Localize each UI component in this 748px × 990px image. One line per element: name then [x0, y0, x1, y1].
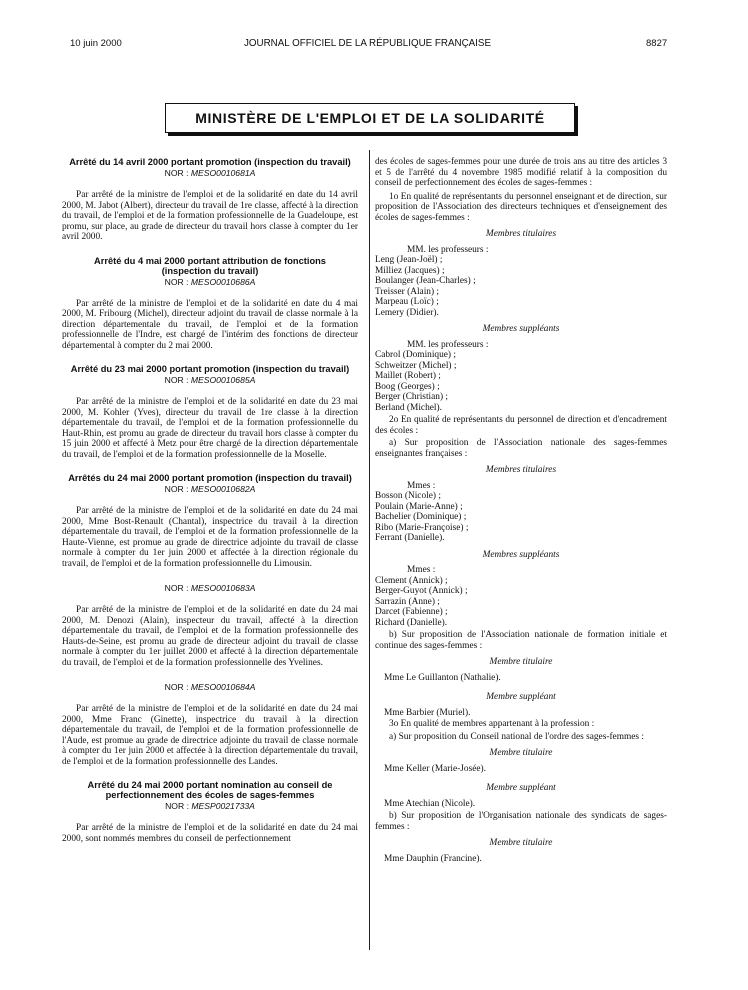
column-divider: [369, 150, 370, 950]
right-column: [375, 150, 667, 864]
member-name: Marpeau (Loïc) ;: [375, 297, 439, 307]
nor-label: NOR :: [164, 484, 189, 494]
ministry-heading: MINISTÈRE DE L'EMPLOI ET DE LA SOLIDARITÉ: [165, 103, 575, 133]
member-name: Mme Atechian (Nicole).: [384, 798, 476, 809]
arrete-body: Par arrêté de la ministre de l'emploi et de la solidarité en date du 23 mai 2000, M. Kohler (Yves), directeur du travail de 1re classe à la direction départementale du travail, de l'emploi et de la formation professionnelle du Haut-Rhin, est promu au grade de directeur du travail hors classe à compter du 15 juin 2000 et affecté à Metz pour être chargé de la direction départementale du travail, de l'emploi et de la formation professionnelle de la Moselle.: [62, 397, 358, 460]
arrete-body: Par arrêté de la ministre de l'emploi et de la solidarité en date du 14 avril 2000, M. Jabot (Albert), directeur du travail de 1re classe, affecté à la direction du travail, de l'emploi et de la formation professionnelle de la Guadeloupe, est promu, sur place, au grade de directeur du travail hors classe à compter du 1er avril 2000.: [62, 190, 358, 242]
nor-code: MESO0010681A: [190, 168, 256, 178]
nor-reference: [62, 583, 358, 594]
member-name: Mme Keller (Marie-Josée).: [384, 763, 486, 774]
member-name: Leng (Jean-Joël) ;: [375, 255, 443, 265]
section-2b: b) Sur proposition de l'Association nationale de formation initiale et continue des sages-femmes :: [375, 630, 667, 651]
nor-label: NOR :: [164, 682, 189, 692]
member-name: Ferrant (Danielle).: [375, 533, 445, 543]
member-name: Boulanger (Jean-Charles) ;: [375, 276, 476, 286]
member-name: Richard (Danielle).: [375, 617, 448, 628]
nor-code: MESO0010686A: [190, 276, 256, 287]
arrete-body: Par arrêté de la ministre de l'emploi et de la solidarité en date du 4 mai 2000, M. Fribourg (Michel), directeur adjoint du travail de classe normale à la direction départementale du travail, de l'emploi et de la formation professionnelle de l'Indre, est chargé de l'intérim des fonctions de directeur départemental à compter du 2 mai 2000.: [62, 298, 358, 351]
member-name: Schweitzer (Michel) ;: [375, 360, 457, 371]
member-name: Mme Dauphin (Francine).: [384, 853, 482, 864]
caption-titulaire: Membre titulaire: [489, 657, 553, 667]
journal-title: JOURNAL OFFICIEL DE LA RÉPUBLIQUE FRANÇAISE: [244, 38, 491, 49]
nor-code: MESO0010683A: [190, 583, 256, 593]
section-2: 2o En qualité de représentants du personnel de direction et d'encadrement des écoles :: [375, 415, 667, 436]
nor-code: MESO0010682A: [190, 484, 256, 494]
member-name: Treisser (Alain) ;: [375, 286, 440, 297]
section-2a: a) Sur proposition de l'Association nationale des sages-femmes enseignantes françaises :: [375, 438, 667, 459]
nor-label: NOR :: [164, 276, 189, 287]
member-name: Mme Barbier (Muriel).: [384, 707, 471, 718]
member-name: Boog (Georges) ;: [375, 381, 440, 392]
arrete-body: Par arrêté de la ministre de l'emploi et de la solidarité en date du 24 mai 2000, M. Denozi (Alain), inspecteur du travail, affecté à la direction départementale du travail, de l'emploi et de la formation professionnelle des Hauts-de-Seine, est promu au grade de directeur adjoint du travail de classe normale à compter du 1er juillet 2000 et affecté à la direction départementale du travail, de l'emploi et de la formation professionnelle des Yvelines.: [62, 605, 358, 668]
nor-reference: [62, 682, 358, 693]
titulaires-list-1: [375, 255, 667, 318]
section-1: 1o En qualité de représentants du personnel enseignant et de direction, sur proposition de l'Association des directeurs techniques et d'enseignement des écoles de sages-femmes :: [375, 191, 667, 223]
mmes-label: Mmes :: [407, 565, 436, 575]
mm-professeurs: MM. les professeurs :: [407, 339, 489, 350]
caption-titulaires: Membres titulaires: [485, 229, 557, 239]
section-3: 3o En qualité de membres appartenant à la profession :: [389, 719, 595, 729]
nor-label: NOR :: [164, 583, 189, 593]
mm-professeurs: MM. les professeurs :: [407, 244, 489, 255]
caption-suppleant: Membre suppléant: [486, 692, 556, 702]
arrete-body: Par arrêté de la ministre de l'emploi et de la solidarité en date du 24 mai 2000, Mme Bost-Renault (Chantal), inspectrice du travail à la direction départementale du travail, de l'emploi et de la formation professionnelle de la Haute-Vienne, est promue au grade de directrice adjointe du travail de classe normale à compter du 1er juin 2000 et affectée à la direction régionale du travail, de l'emploi et de la formation professionnelle du Limousin.: [62, 506, 358, 569]
member-name: Milliez (Jacques) ;: [375, 265, 445, 276]
nor-reference: [62, 484, 358, 495]
arrete-title: Arrêté du 23 mai 2000 portant promotion (inspection du travail): [70, 364, 350, 374]
member-name: Sarrazin (Anne) ;: [375, 596, 440, 607]
member-name: Mme Le Guillanton (Nathalie).: [384, 672, 501, 683]
arrete-body: Par arrêté de la ministre de l'emploi et de la solidarité en date du 24 mai 2000, sont nommés membres du conseil de perfectionnement: [62, 823, 358, 844]
arrete-title: Arrêté du 4 mai 2000 portant attribution de fonctions (inspection du travail): [94, 255, 326, 276]
nor-reference: [62, 168, 358, 179]
nor-label: NOR :: [164, 375, 189, 385]
member-name: Bosson (Nicole) ;: [375, 491, 441, 501]
nor-label: NOR :: [165, 801, 189, 811]
member-name: Bachelier (Dominique) ;: [375, 512, 467, 522]
left-column: [62, 150, 358, 844]
nor-code: MESO0010684A: [190, 682, 256, 692]
member-name: Darcet (Fabienne) ;: [375, 607, 448, 617]
nor-reference: [62, 277, 358, 288]
member-name: Clement (Annick) ;: [375, 575, 448, 586]
caption-titulaires: Membres titulaires: [485, 465, 557, 475]
continued-paragraph: des écoles de sages-femmes pour une durée de trois ans au titre des articles 3 et 5 de l'arrêté du 4 novembre 1985 modifié relatif à la composition du conseil de perfectionnement des écoles de sages-femmes :: [375, 157, 667, 188]
suppleants-list-1: [375, 350, 667, 413]
member-name: Maillet (Robert) ;: [375, 371, 441, 381]
member-name: Berger-Guyot (Annick) ;: [375, 586, 468, 596]
caption-titulaire: Membre titulaire: [489, 838, 553, 848]
page-number: 8827: [646, 38, 668, 49]
section-3a: a) Sur proposition du Conseil national de l'ordre des sages-femmes :: [389, 731, 644, 742]
section-3b: b) Sur proposition de l'Organisation nationale des syndicats de sages-femmes :: [375, 811, 667, 832]
member-name: Poulain (Marie-Anne) ;: [375, 501, 463, 512]
suppleants-list-2: [375, 576, 667, 629]
member-name: Cabrol (Dominique) ;: [375, 350, 456, 360]
nor-code: MESP0021733A: [191, 801, 255, 811]
nor-label: NOR :: [164, 168, 189, 178]
titulaires-list-2: [375, 491, 667, 544]
member-name: Berland (Michel).: [375, 402, 442, 413]
nor-reference: [62, 801, 358, 812]
nor-reference: [62, 375, 358, 386]
arrete-title: Arrêté du 14 avril 2000 portant promotion (inspection du travail): [69, 157, 351, 167]
member-name: Berger (Christian) ;: [375, 392, 449, 402]
caption-suppleants: Membres suppléants: [482, 549, 560, 560]
arrete-title: Arrêté du 24 mai 2000 portant nomination au conseil de perfectionnement des écoles de sages-femmes: [87, 780, 333, 800]
caption-suppleant: Membre suppléant: [486, 783, 556, 793]
member-name: Ribo (Marie-Françoise) ;: [375, 522, 469, 533]
arrete-title: Arrêtés du 24 mai 2000 portant promotion (inspection du travail): [68, 473, 352, 483]
mmes-label: Mmes :: [407, 480, 436, 491]
caption-titulaire: Membre titulaire: [489, 748, 553, 758]
page-date: 10 juin 2000: [70, 38, 122, 49]
caption-suppleants: Membres suppléants: [482, 324, 560, 334]
arrete-body: Par arrêté de la ministre de l'emploi et de la solidarité en date du 24 mai 2000, Mme Franc (Ginette), inspectrice du travail à la direction départementale du travail, de l'emploi et de la formation professionnelle de l'Aude, est promue au grade de directrice adjointe du travail de classe normale à compter du 1er juin 2000 et affectée à la direction départementale du travail, de l'emploi et de la formation professionnelle des Landes.: [62, 704, 358, 767]
member-name: Lemery (Didier).: [375, 307, 439, 318]
nor-code: MESO0010685A: [190, 375, 256, 385]
